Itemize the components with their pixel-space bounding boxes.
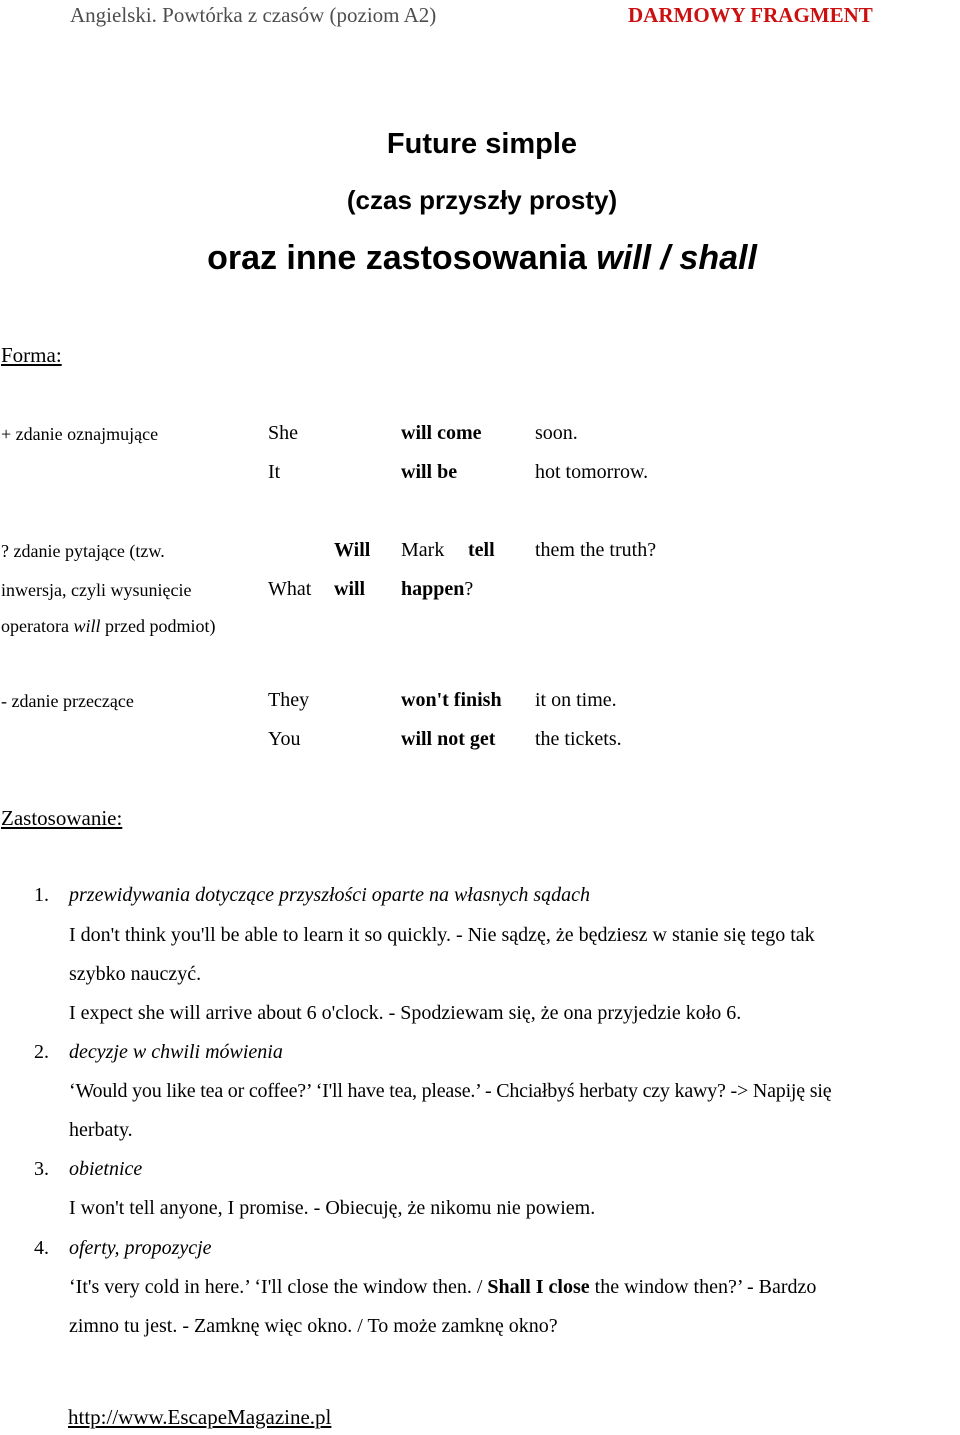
negative-verb-1: won't finish [401, 689, 502, 711]
item-4-line-1-bold: Shall I close [487, 1276, 590, 1298]
question-label-part-c: przed podmiot) [100, 616, 216, 636]
page-title-secondary [0, 239, 960, 278]
item-number-4: 4. [34, 1237, 49, 1259]
item-title-4: oferty, propozycje [69, 1237, 212, 1259]
page-subtitle: (czas przyszły prosty) [346, 185, 618, 215]
zastosowanie-heading: Zastosowanie: [1, 806, 123, 830]
footer-website-link[interactable]: http://www.EscapeMagazine.pl [68, 1405, 332, 1429]
item-4-line-2: zimno tu jest. - Zamknę więc okno. / To może zamknę okno? [69, 1315, 558, 1337]
item-2-line-2: herbaty. [69, 1119, 133, 1141]
negative-rest-1: it on time. [535, 689, 617, 711]
page-title: Future simple [386, 128, 578, 160]
question-label-line3 [1, 616, 215, 637]
item-number-3: 3. [34, 1158, 49, 1180]
item-4-line-1-c: the window then?’ - Bardzo [589, 1276, 817, 1298]
affirmative-rest-1: soon. [535, 422, 578, 444]
item-3-line-1: I won't tell anyone, I promise. - Obiecuję, że nikomu nie powiem. [69, 1197, 596, 1219]
question-verb-2-word: happen [401, 578, 465, 600]
item-title-1: przewidywania dotyczące przyszłości oparte na własnych sądach [69, 884, 591, 906]
item-number-2: 2. [34, 1041, 49, 1063]
negative-label: - zdanie przeczące [1, 691, 134, 711]
item-2-line-1: ‘Would you like tea or coffee?’ ‘I'll have tea, please.’ - Chciałbyś herbaty czy kawy? -> Napiję się [69, 1080, 832, 1102]
item-4-line-1 [69, 1276, 816, 1299]
negative-rest-2: the tickets. [535, 728, 622, 750]
title-italic: will / shall [596, 239, 757, 277]
question-aux-1: Will [334, 539, 371, 561]
affirmative-subject-1: She [268, 422, 298, 444]
item-4-line-1-a: ‘It's very cold in here.’ ‘I'll close the window then. / [69, 1276, 488, 1298]
affirmative-verb-2: will be [401, 461, 458, 483]
question-rest-1: them the truth? [535, 539, 657, 561]
question-verb-2-mark: ? [464, 578, 474, 600]
question-label-part-a: operatora [1, 616, 74, 636]
free-fragment-badge: DARMOWY FRAGMENT [628, 3, 873, 27]
item-1-line-2: szybko nauczyć. [69, 963, 202, 985]
affirmative-label: + zdanie oznajmujące [1, 424, 159, 444]
forma-heading: Forma: [1, 343, 62, 367]
item-title-3: obietnice [69, 1158, 143, 1180]
affirmative-subject-2: It [268, 461, 281, 483]
negative-verb-2: will not get [401, 728, 496, 750]
negative-subject-1: They [268, 689, 310, 711]
item-1-line-1: I don't think you'll be able to learn it so quickly. - Nie sądzę, że będziesz w stanie się tego tak [69, 924, 815, 946]
question-verb-1: tell [468, 539, 495, 561]
affirmative-verb-1: will come [401, 422, 482, 444]
question-aux-2: will [334, 578, 366, 600]
document-header-title: Angielski. Powtórka z czasów (poziom A2) [70, 3, 437, 27]
negative-subject-2: You [268, 728, 301, 750]
question-label-part-b: will [73, 616, 101, 636]
title-prefix: oraz inne zastosowania [207, 239, 597, 277]
question-wh-2: What [268, 578, 312, 600]
item-1-line-3: I expect she will arrive about 6 o'clock. - Spodziewam się, że ona przyjedzie koło 6. [69, 1002, 742, 1024]
item-title-2: decyzje w chwili mówienia [69, 1041, 283, 1063]
question-label-line1: ? zdanie pytające (tzw. [1, 541, 165, 561]
affirmative-rest-2: hot tomorrow. [535, 461, 649, 483]
question-label-line2: inwersja, czyli wysunięcie [1, 580, 192, 600]
item-number-1: 1. [34, 884, 49, 906]
question-verb-2 [401, 578, 473, 601]
question-subject-1: Mark [401, 539, 445, 561]
